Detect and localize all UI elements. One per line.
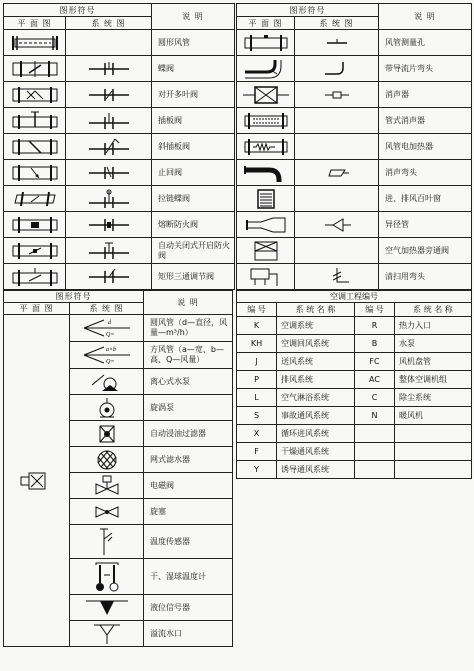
tl-desc: 插板阀 [152,108,235,134]
system-name-cell: 干燥通风系统 [277,443,355,461]
code-cell [355,443,395,461]
system-name-cell: 整体空调机组 [395,371,472,389]
heater-bypass-sys-icon [295,238,379,264]
code-cell: Y [237,461,277,479]
system-name-cell: 空调系统 [277,317,355,335]
tr-desc: 进、排风百叶窗 [379,186,472,212]
tr-desc: 空气加热器旁通阀 [379,238,472,264]
table-row [237,443,472,461]
table-bottom-right [236,290,472,479]
code-cell: J [237,353,277,371]
temp-sensor-icon [70,525,144,559]
tr-desc: 异径管 [379,212,472,238]
tr-desc: 风管电加热器 [379,134,472,160]
check-valve-plan-icon [4,160,66,186]
br-code-header: 编 号 [237,303,277,317]
table-bottom-left [3,290,233,647]
tl-desc: 圆形风管 [152,30,235,56]
sym-label-q1: Q= [105,332,114,338]
centrifugal-pump-icon [70,369,144,395]
sym-label-axb: a×b [105,347,116,353]
tr-desc: 管式消声器 [379,108,472,134]
level-signal-icon [70,595,144,621]
system-name-cell: 事故通风系统 [277,407,355,425]
tl-desc: 蝶阀 [152,56,235,82]
round-duct-sys-icon [70,315,144,342]
silencer-elbow-plan-icon [237,160,295,186]
inclined-gate-sys-icon [66,134,152,160]
system-name-cell [395,425,472,443]
measuring-hole-plan-icon [237,30,295,56]
tr-desc: 风管测量孔 [379,30,472,56]
plug-cock-icon [70,499,144,525]
system-name-cell: 空气淋浴系统 [277,389,355,407]
tl-desc: 拉链蝶阀 [152,186,235,212]
system-name-cell: 热力入口 [395,317,472,335]
three-way-damper-plan-icon [4,264,66,290]
system-name-cell: 水泵 [395,335,472,353]
vane-elbow-sys-icon [295,56,379,82]
bl-desc: 电磁阀 [144,473,233,499]
wet-dry-thermometer-icon [70,559,144,595]
code-cell: L [237,389,277,407]
code-cell: FC [355,353,395,371]
code-cell [355,425,395,443]
system-name-cell: 送风系统 [277,353,355,371]
gate-damper-sys-icon [66,108,152,134]
table-row [237,56,472,82]
table-row [237,186,472,212]
rect-duct-sys-icon [70,342,144,369]
opposed-blade-damper-sys-icon [66,82,152,108]
silencer-elbow-sys-icon [295,160,379,186]
tube-silencer-sys-icon [295,108,379,134]
mesh-strainer-icon [70,447,144,473]
system-name-cell [395,461,472,479]
code-cell: P [237,371,277,389]
tl-desc: 对开多叶阀 [152,82,235,108]
bl-desc: 温度传感器 [144,525,233,559]
code-cell: X [237,425,277,443]
bl-desc-header: 说 明 [144,291,233,315]
electric-heater-plan-icon [237,134,295,160]
louver-sys-icon [295,186,379,212]
oil-filter-icon [70,421,144,447]
system-name-cell: 除尘系统 [395,389,472,407]
measuring-hole-sys-icon [295,30,379,56]
tl-desc: 斜插板阀 [152,134,235,160]
table-row [237,160,472,186]
tube-silencer-plan-icon [237,108,295,134]
tr-desc: 消声弯头 [379,160,472,186]
bl-desc: 旋涡泵 [144,395,233,421]
table-row [237,389,472,407]
gate-damper-plan-icon [4,108,66,134]
table-row [4,160,235,186]
bl-desc: 离心式水泵 [144,369,233,395]
cleanout-elbow-sys-icon [295,264,379,290]
check-valve-sys-icon [66,160,152,186]
table-row [237,335,472,353]
table-row [237,30,472,56]
code-cell: R [355,317,395,335]
table-row [4,56,235,82]
table-row [237,134,472,160]
table-row [237,407,472,425]
system-name-cell: 诱导通风系统 [277,461,355,479]
round-duct-plan-icon [4,30,66,56]
chain-butterfly-plan-icon [4,186,66,212]
table-row [237,238,472,264]
tr-group-header: 图形符号 [237,4,379,17]
three-way-damper-sys-icon [66,264,152,290]
tl-desc: 矩形三通调节阀 [152,264,235,290]
tl-plan-header: 平 面 图 [4,17,66,30]
electric-motor-box-icon [17,469,57,493]
table-row [4,30,235,56]
bl-sys-header: 系 统 图 [70,303,144,315]
butterfly-valve-plan-icon [4,56,66,82]
table-row [237,425,472,443]
code-cell: B [355,335,395,353]
table-row [237,108,472,134]
inclined-gate-plan-icon [4,134,66,160]
butterfly-valve-sys-icon [66,56,152,82]
table-row [4,82,235,108]
table-row [4,186,235,212]
opposed-blade-damper-plan-icon [4,82,66,108]
louver-plan-icon [237,186,295,212]
system-name-cell: 风机盘管 [395,353,472,371]
bl-desc: 旋塞 [144,499,233,525]
bl-desc: 网式滤水器 [144,447,233,473]
table-row [4,238,235,264]
reducer-sys-icon [295,212,379,238]
vortex-pump-icon [70,395,144,421]
bl-desc: 方风管（a—宽、b—高、Q—风量） [144,342,233,369]
tl-desc-header: 说 明 [152,4,235,30]
table-row [237,317,472,335]
silencer-sys-icon [295,82,379,108]
tr-sys-header: 系 统 图 [295,17,379,30]
bl-plan-cell [4,315,70,647]
table-row [237,82,472,108]
reducer-plan-icon [237,212,295,238]
system-name-cell [395,443,472,461]
tr-plan-header: 平 面 图 [237,17,295,30]
table-row [237,264,472,290]
sym-label-d: d [107,320,111,326]
bl-plan-header: 平 面 图 [4,303,70,315]
system-name-cell: 排风系统 [277,371,355,389]
code-cell: AC [355,371,395,389]
heater-bypass-plan-icon [237,238,295,264]
auto-fire-damper-sys-icon [66,238,152,264]
tr-desc: 清扫用弯头 [379,264,472,290]
silencer-plan-icon [237,82,295,108]
table-top-right [236,3,472,290]
tr-desc: 消声器 [379,82,472,108]
tr-desc-header: 说 明 [379,4,472,30]
code-cell: K [237,317,277,335]
code-cell: KH [237,335,277,353]
cleanout-elbow-plan-icon [237,264,295,290]
system-name-cell: 暖风机 [395,407,472,425]
tl-sys-header: 系 统 图 [66,17,152,30]
bl-desc: 液位信号器 [144,595,233,621]
bl-desc: 干、湿球温度计 [144,559,233,595]
vane-elbow-plan-icon [237,56,295,82]
code-cell: C [355,389,395,407]
table-row [4,212,235,238]
code-cell: N [355,407,395,425]
bl-desc: 圆风管（d—直径，风量—m³/h） [144,315,233,342]
br-name-header: 系 统 名 称 [277,303,355,317]
table-row [4,134,235,160]
table-row [4,108,235,134]
bl-group-header: 图形符号 [4,291,144,303]
table-row [237,212,472,238]
code-cell: S [237,407,277,425]
table-row [237,371,472,389]
auto-fire-damper-plan-icon [4,238,66,264]
br-name-header-2: 系 统 名 称 [395,303,472,317]
table-row [237,353,472,371]
fire-damper-sys-icon [66,212,152,238]
table-row [4,315,233,342]
system-name-cell: 循环进风系统 [277,425,355,443]
overflow-outlet-icon [70,621,144,647]
system-name-cell: 空调回风系统 [277,335,355,353]
sym-label-q2: Q= [105,359,114,365]
round-duct-sys-icon [66,30,152,56]
table-row [237,461,472,479]
tl-desc: 自动关闭式开启防火阀 [152,238,235,264]
code-cell [355,461,395,479]
table-top-left [3,3,235,290]
solenoid-valve-icon [70,473,144,499]
bl-desc: 溢流水口 [144,621,233,647]
electric-heater-sys-icon [295,134,379,160]
br-code-header-2: 编 号 [355,303,395,317]
tr-desc: 带导流片弯头 [379,56,472,82]
tl-group-header: 图形符号 [4,4,152,17]
code-cell: F [237,443,277,461]
table-row [4,264,235,290]
fire-damper-plan-icon [4,212,66,238]
tl-desc: 熔断防火阀 [152,212,235,238]
tl-desc: 止回阀 [152,160,235,186]
chain-butterfly-sys-icon [66,186,152,212]
br-title: 空调工程编号 [237,291,472,303]
bl-desc: 自动浸油过滤器 [144,421,233,447]
